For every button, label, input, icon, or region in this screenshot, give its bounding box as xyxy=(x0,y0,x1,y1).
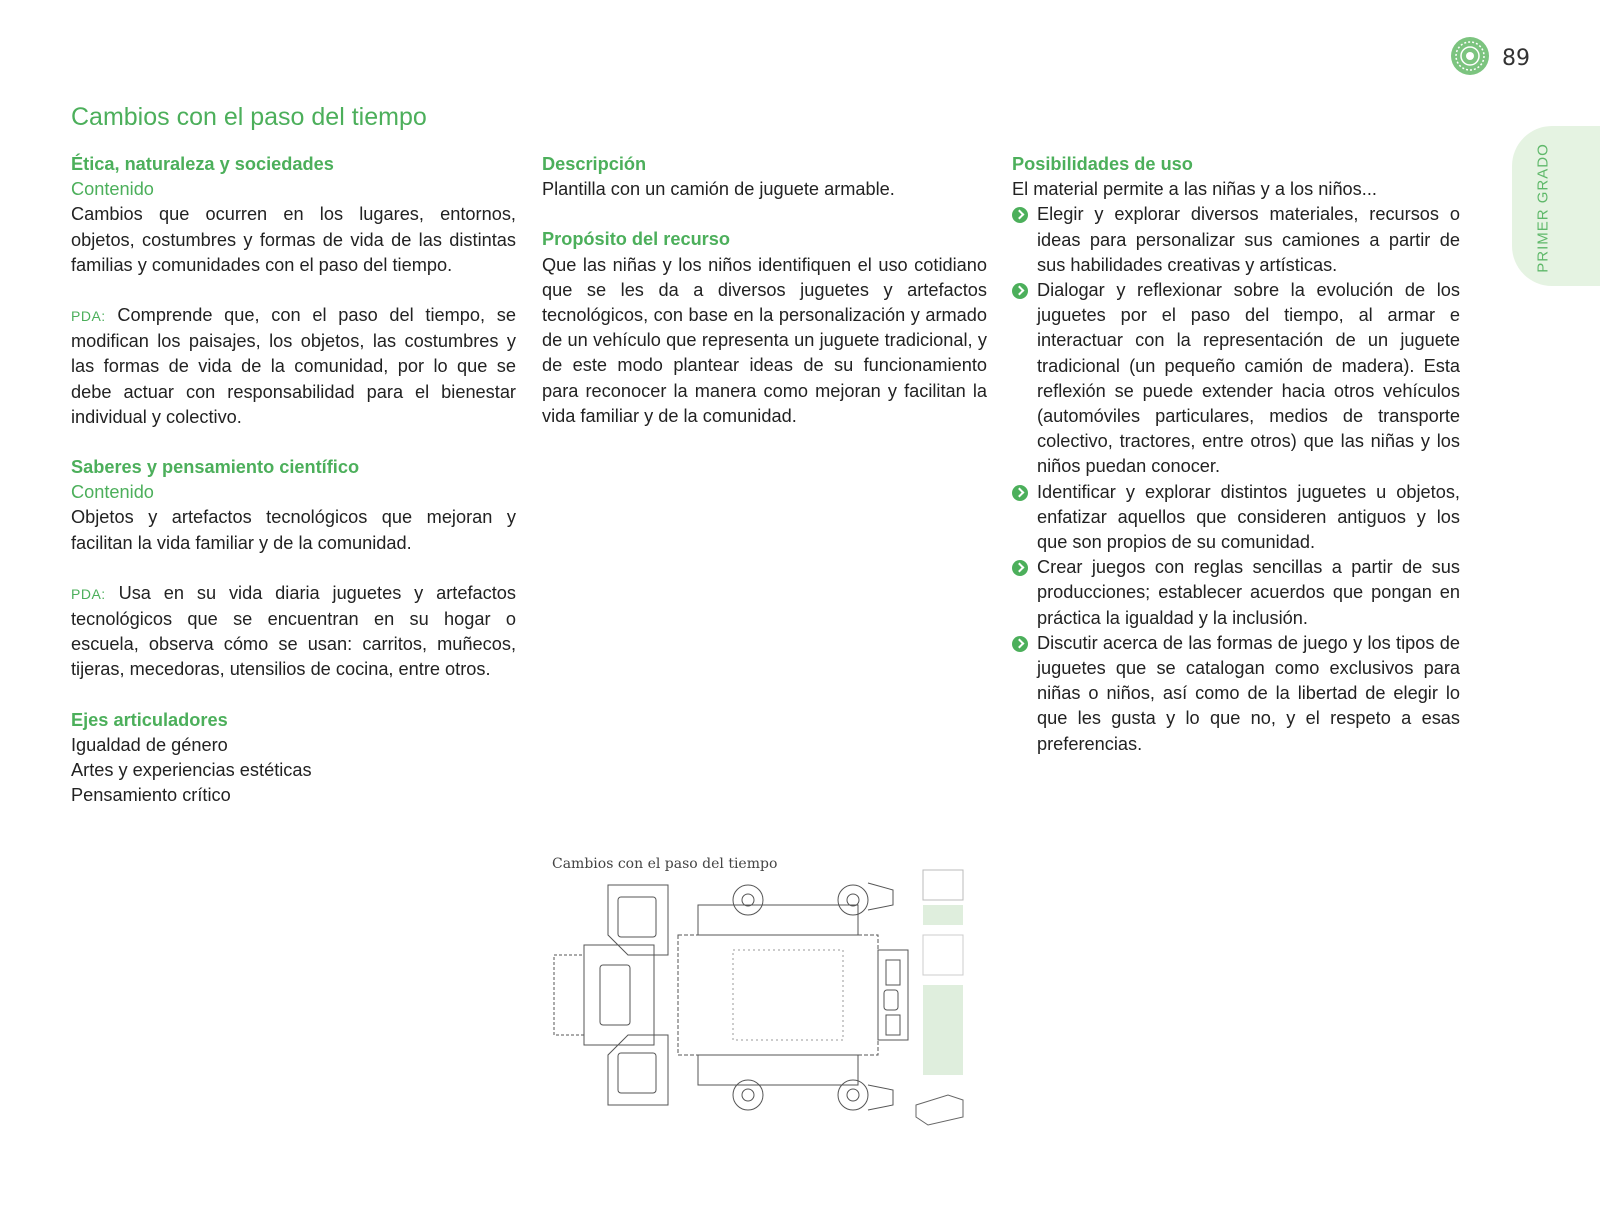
list-item-text: Discutir acerca de las formas de juego y los tipos de juguetes que se catalogan como exclusivos para niñas o niños, así como de la libertad de elegir lo que les gusta y lo que no, y el respeto a esas preferencias. xyxy=(1037,632,1460,754)
section-heading-saberes: Saberes y pensamiento científico xyxy=(71,457,360,478)
list-item xyxy=(1012,202,1460,278)
chevron-bullet-icon xyxy=(1012,283,1028,299)
section-heading-etica: Ética, naturaleza y sociedades xyxy=(71,154,334,174)
chevron-bullet-icon xyxy=(1012,636,1028,652)
pda-paragraph-etica xyxy=(71,303,516,430)
section-subheading-contenido: Contenido xyxy=(71,179,154,200)
column-curriculum xyxy=(71,152,516,808)
pda-text-saberes: Usa en su vida diaria juguetes y artefactos tecnológicos que se encuentran en su hogar o escuela, observa cómo se usan: carritos, muñecos, tijeras, mecedoras, utensilios de cocina, entre otros. xyxy=(71,582,516,680)
list-item-text: Crear juegos con reglas sencillas a partir de sus producciones; establecer acuerdos que pongan en práctica la igualdad y la inclusión. xyxy=(1037,557,1460,628)
posibilidades-intro: El material permite a las niñas y a los niños... xyxy=(1012,179,1377,200)
list-item xyxy=(1012,631,1460,757)
column-description xyxy=(542,152,987,429)
list-item-text: Identificar y explorar distintos juguetes u objetos, enfatizar aquellos que consideren antiguos y los que son propios de su comunidad. xyxy=(1037,481,1460,553)
grade-side-tab-label: PRIMER GRADO xyxy=(1534,143,1552,273)
grade-side-tab xyxy=(1512,126,1600,286)
list-item xyxy=(1012,555,1460,631)
pda-paragraph-saberes xyxy=(71,581,516,683)
chevron-bullet-icon xyxy=(1012,207,1028,223)
chevron-bullet-icon xyxy=(1012,485,1028,501)
list-item xyxy=(1012,480,1460,556)
column-uses xyxy=(1012,152,1460,757)
section-heading-posibilidades: Posibilidades de uso xyxy=(1012,154,1193,174)
list-item-text: Dialogar y reflexionar sobre la evolución de los juguetes por el paso del tiempo, al armar e interactuar con la representación de un juguete tradicional (un pequeño camión de madera). Esta reflexión se puede extender hacia otros vehículos (automóviles particulares, medios de transporte colectivo, tractores, entre otros) que las niñas y los niños puedan conocer. xyxy=(1037,280,1460,477)
section-heading-ejes: Ejes articuladores xyxy=(71,709,228,730)
truck-template-image xyxy=(548,855,988,1135)
descripcion-text: Plantilla con un camión de juguete armable. xyxy=(542,179,895,200)
chevron-bullet-icon xyxy=(1012,560,1028,576)
section-heading-descripcion: Descripción xyxy=(542,154,647,174)
pda-text-etica: Comprende que, con el paso del tiempo, se modifican los paisajes, los objetos, las costumbres y las formas de vida de la comunidad, por lo que se debe actuar con responsabilidad para el bienestar individual y colectivo. xyxy=(71,305,516,427)
page-number: 89 xyxy=(1502,46,1530,71)
posibilidades-list xyxy=(1012,202,1460,756)
eje-item: Pensamiento crítico xyxy=(71,785,231,806)
proposito-text: Que las niñas y los niños identifiquen el uso cotidiano que se les da a diversos juguetes y artefactos tecnológicos, con base en la personalización y armado de un vehículo que representa un juguete tradicional, y de este modo plantear ideas de su funcionamiento para reconocer la manera como mejoran y facilitan la vida familiar y de la comunidad. xyxy=(542,254,987,426)
pda-label: PDA: xyxy=(71,585,106,602)
pda-label: PDA: xyxy=(71,308,106,325)
page-title: Cambios con el paso del tiempo xyxy=(71,103,427,131)
list-item xyxy=(1012,278,1460,480)
section-subheading-contenido: Contenido xyxy=(71,482,154,503)
section-heading-proposito: Propósito del recurso xyxy=(542,229,730,250)
contenido-text-saberes: Objetos y artefactos tecnológicos que mejoran y facilitan la vida familiar y de la comunidad. xyxy=(71,507,516,553)
list-item-text: Elegir y explorar diversos materiales, recursos o ideas para personalizar sus camiones a partir de sus habilidades creativas y artísticas. xyxy=(1037,204,1460,275)
eje-item: Artes y experiencias estéticas xyxy=(71,760,312,781)
contenido-text-etica: Cambios que ocurren en los lugares, entornos, objetos, costumbres y formas de vida de las distintas familias y comunidades con el paso del tiempo. xyxy=(71,204,516,275)
figure-caption: Cambios con el paso del tiempo xyxy=(552,856,778,872)
eje-item: Igualdad de género xyxy=(71,734,228,755)
publisher-logo-icon xyxy=(1450,36,1490,76)
